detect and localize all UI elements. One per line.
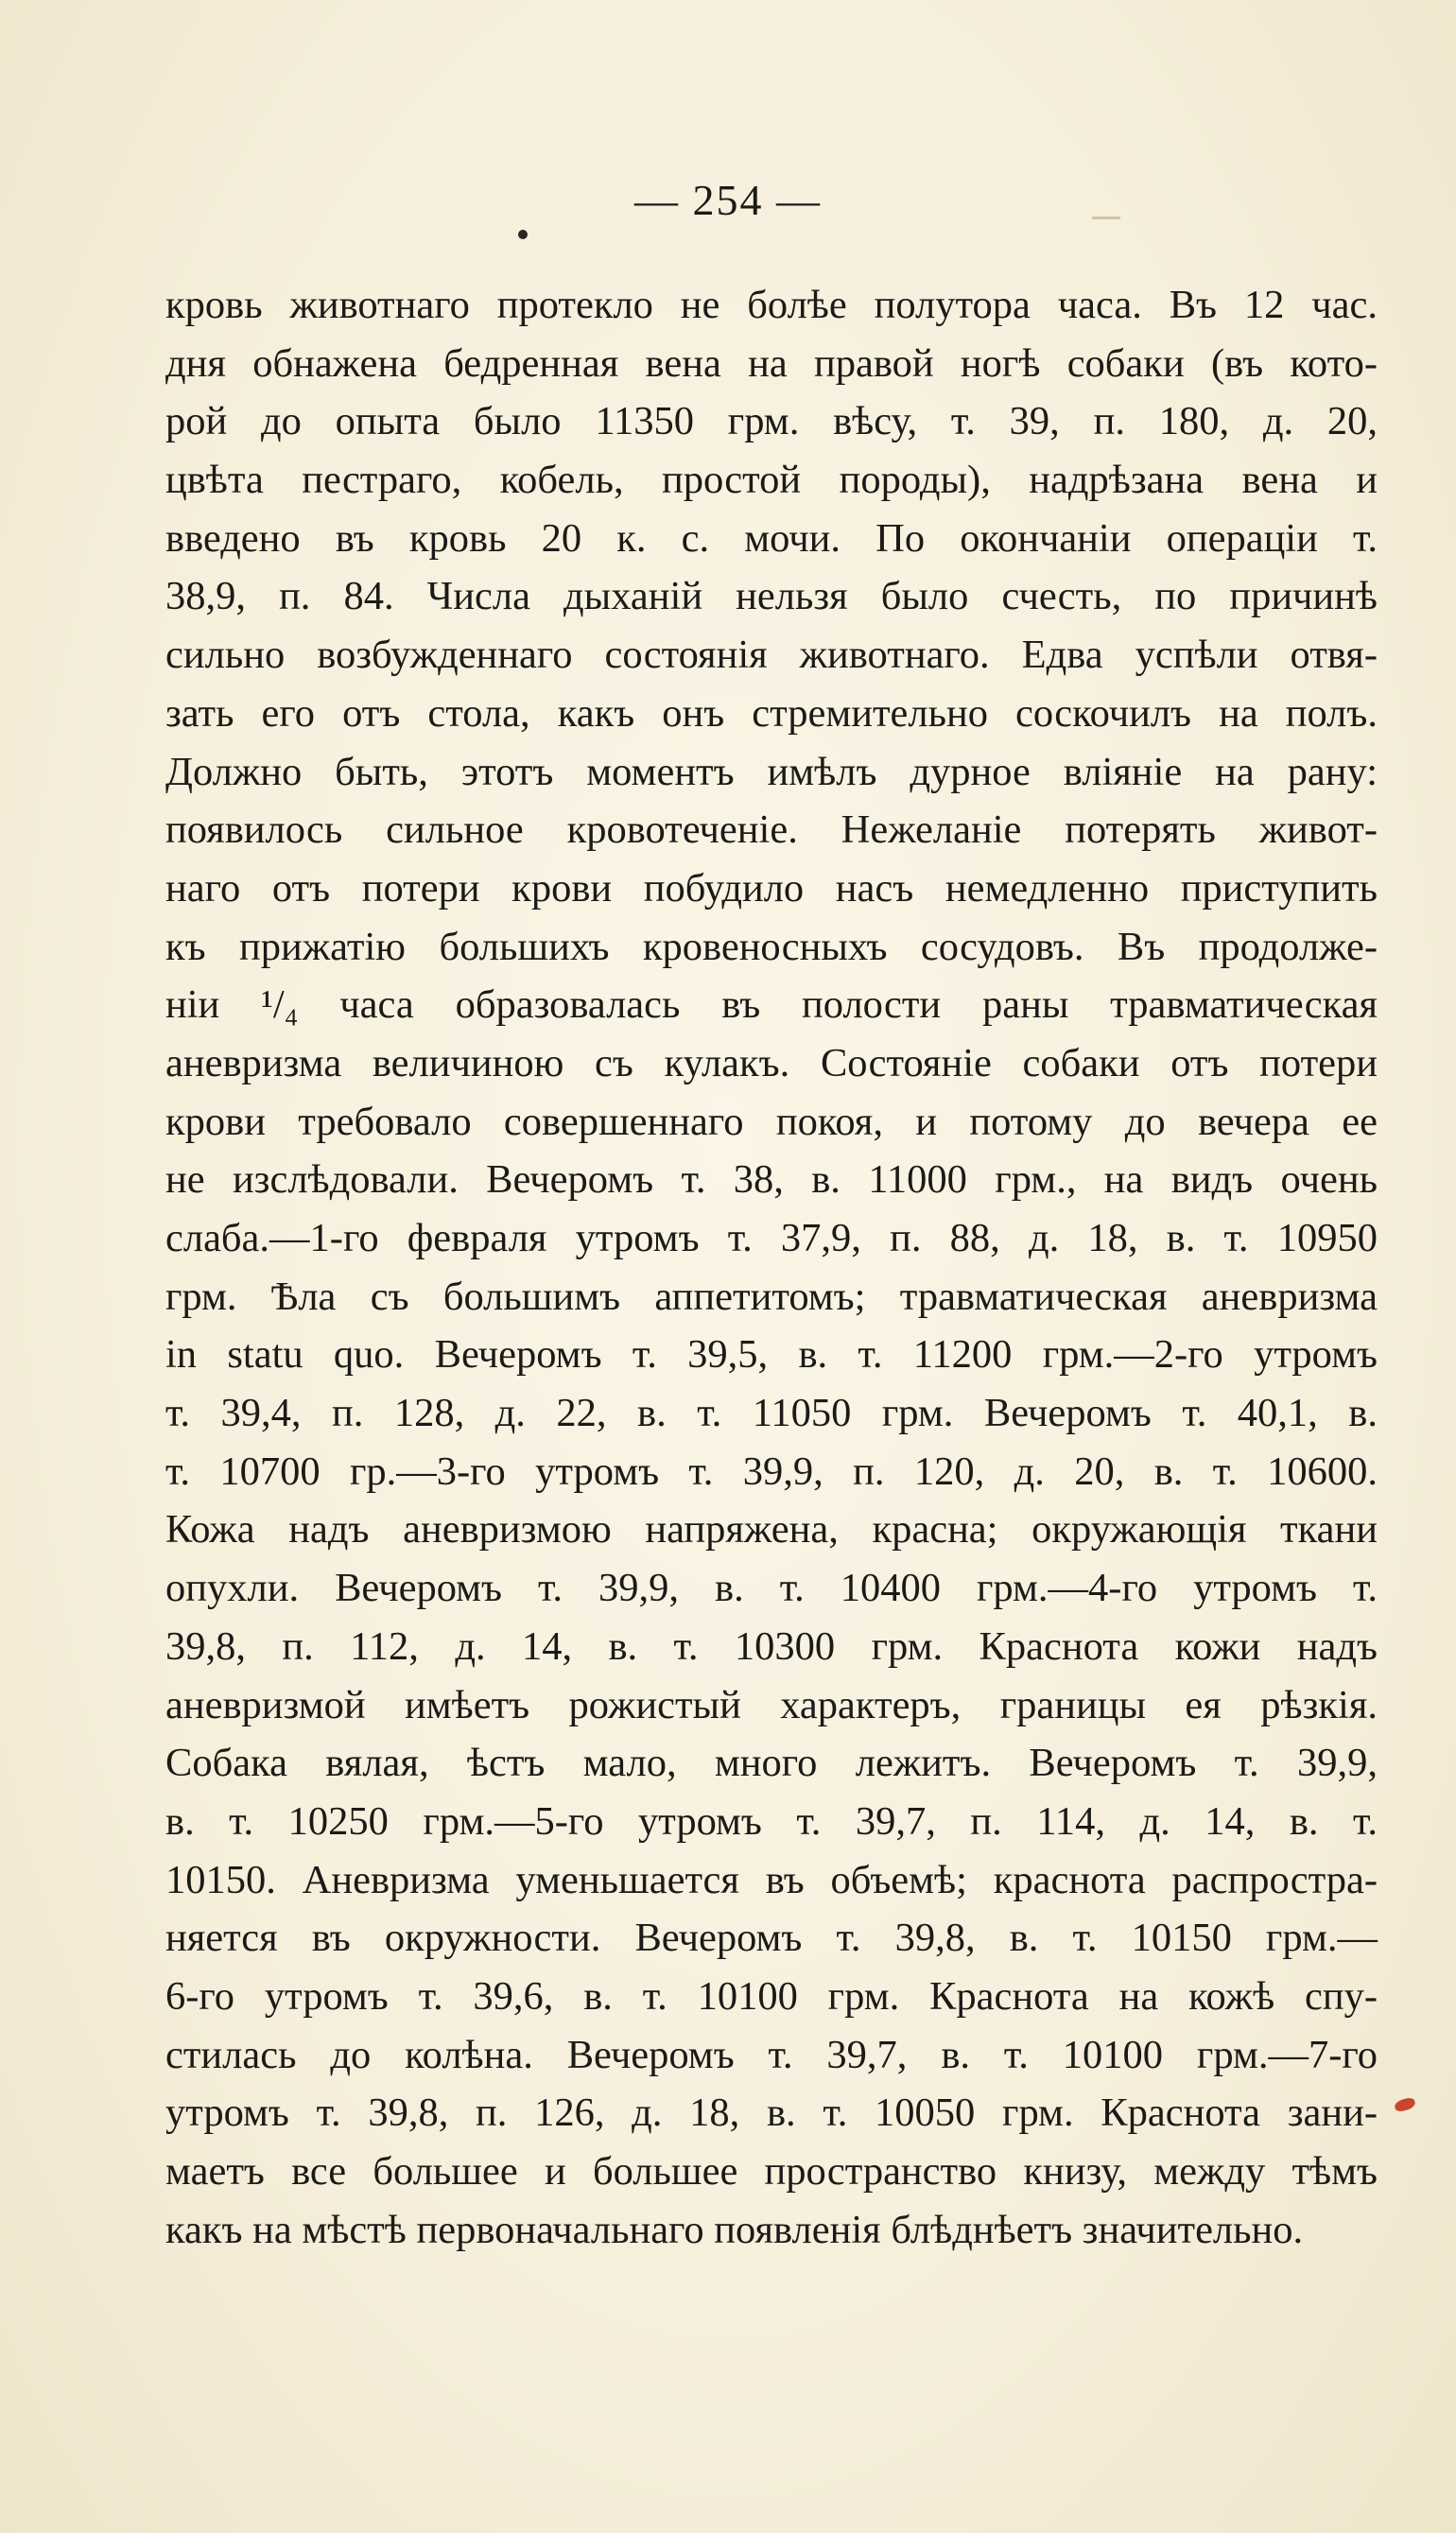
text-line: стилась до колѣна. Вечеромъ т. 39,7, в. т. 10100 грм.—7-го	[165, 2032, 1378, 2077]
text-line: утромъ т. 39,8, п. 126, д. 18, в. т. 10050 грм. Краснота зани-	[165, 2091, 1378, 2136]
text-line: в. т. 10250 грм.—5-го утромъ т. 39,7, п. 114, д. 14, в. т.	[165, 1798, 1378, 1844]
text-line: 6-го утромъ т. 39,6, в. т. 10100 грм. Краснота на кожѣ спу-	[165, 1973, 1378, 2019]
text-line: няется въ окружности. Вечеромъ т. 39,8, в. т. 10150 грм.—	[165, 1916, 1378, 1961]
text-line: зать его отъ стола, какъ онъ стремительно соскочилъ на полъ.	[165, 690, 1378, 736]
text-line: 39,8, п. 112, д. 14, в. т. 10300 грм. Краснота кожи надъ	[165, 1623, 1378, 1669]
text-line: не изслѣдовали. Вечеромъ т. 38, в. 11000 грм., на видъ очень	[165, 1157, 1378, 1203]
text-line: ніи ¹/₄ часа образовалась въ полости раны травматическая	[165, 982, 1378, 1028]
text-line: опухли. Вечеромъ т. 39,9, в. т. 10400 грм.—4-го утромъ т.	[165, 1566, 1378, 1611]
text-line: появилось сильное кровотеченіе. Нежеланіе потерять живот-	[165, 807, 1378, 853]
body-text	[165, 276, 1378, 2259]
text-line: цвѣта пестраго, кобель, простой породы), надрѣзана вена и	[165, 458, 1378, 503]
text-line: Должно быть, этотъ моментъ имѣлъ дурное вліяніе на рану:	[165, 749, 1378, 794]
text-line: введено въ кровь 20 к. с. мочи. По окончаніи операціи т.	[165, 515, 1378, 561]
text-line: къ прижатію большихъ кровеносныхъ сосудовъ. Въ продолже-	[165, 924, 1378, 969]
text-line: т. 10700 гр.—3-го утромъ т. 39,9, п. 120, д. 20, в. т. 10600.	[165, 1449, 1378, 1494]
text-line: Кожа надъ аневризмою напряжена, красна; окружающія ткани	[165, 1507, 1378, 1553]
text-line: крови требовало совершеннаго покоя, и потому до вечера ее	[165, 1099, 1378, 1144]
text-line: Собака вялая, ѣстъ мало, много лежитъ. Вечеромъ т. 39,9,	[165, 1741, 1378, 1786]
text-line: аневризма величиною съ кулакъ. Состояніе собаки отъ потери	[165, 1040, 1378, 1085]
text-line: 10150. Аневризма уменьшается въ объемѣ; краснота распростра-	[165, 1857, 1378, 1902]
text-line: слаба.—1-го февраля утромъ т. 37,9, п. 88, д. 18, в. т. 10950	[165, 1216, 1378, 1260]
text-line: маетъ все большее и большее пространство книзу, между тѣмъ	[165, 2149, 1378, 2194]
page-number: — 254 —	[634, 176, 822, 224]
text-line: 38,9, п. 84. Числа дыханій нельзя было счесть, по причинѣ	[165, 574, 1378, 619]
text-line: рой до опыта было 11350 грм. вѣсу, т. 39, п. 180, д. 20,	[165, 399, 1378, 444]
ink-spot	[518, 230, 528, 239]
text-line: какъ на мѣстѣ первоначальнаго появленія блѣднѣетъ значительно.	[165, 2207, 1304, 2252]
red-margin-mark	[1394, 2096, 1416, 2112]
text-line: сильно возбужденнаго состоянія животнаго. Едва успѣли отвя-	[165, 633, 1378, 678]
text-line: наго отъ потери крови побудило насъ немедленно приступить	[165, 865, 1378, 911]
text-line: т. 39,4, п. 128, д. 22, в. т. 11050 грм. Вечеромъ т. 40,1, в.	[165, 1391, 1378, 1436]
text-line: грм. Ѣла съ большимъ аппетитомъ; травматическая аневризма	[165, 1274, 1378, 1319]
text-line: дня обнажена бедренная вена на правой ногѣ собаки (въ кото-	[165, 340, 1378, 386]
text-line: in statu quo. Вечеромъ т. 39,5, в. т. 11200 грм.—2-го утромъ	[165, 1332, 1378, 1378]
text-line: кровь животнаго протекло не болѣе полутора часа. Въ 12 час.	[165, 283, 1378, 327]
text-line: аневризмой имѣетъ рожистый характеръ, границы ея рѣзкія.	[165, 1682, 1378, 1727]
